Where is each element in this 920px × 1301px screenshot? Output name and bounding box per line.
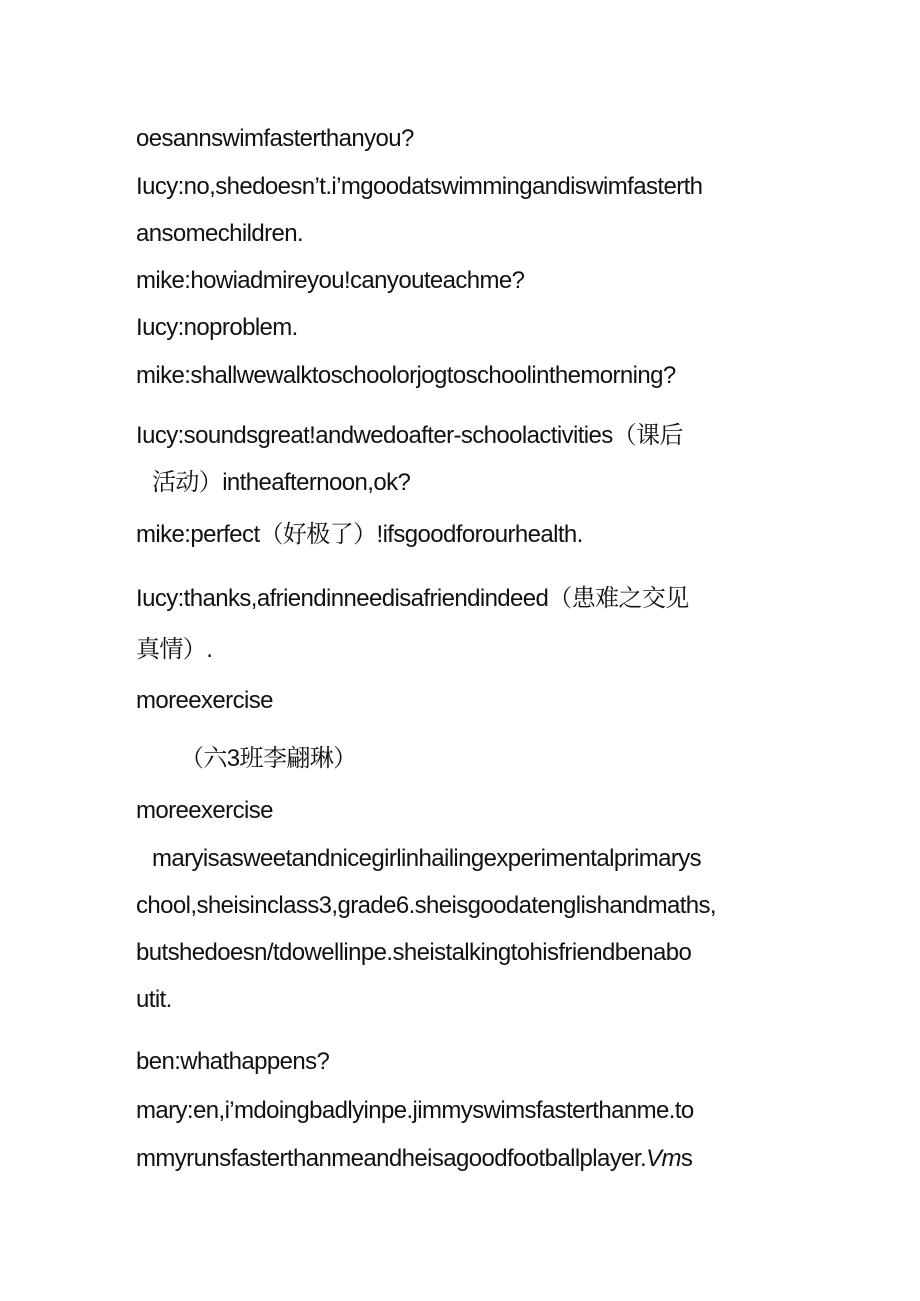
section-heading-1: moreexercise <box>136 687 273 714</box>
text-line-20: mary:en,i’mdoingbadlyinpe.jimmyswimsfasterthanme.to <box>136 1097 694 1124</box>
text-line-11: 真情）. <box>136 636 213 663</box>
text-line-18: utit. <box>136 986 172 1013</box>
text-line-21-tail: s <box>680 1145 693 1172</box>
section-heading-2: moreexercise <box>136 797 273 824</box>
text-line-15: maryisasweetandnicegirlinhailingexperimentalprimarys <box>152 845 702 872</box>
text-line-3: ansomechildren. <box>136 220 304 247</box>
text-line-19: ben:whathappens? <box>136 1048 330 1075</box>
text-line-21-main: mmyrunsfasterthanmeandheisagoodfootballplayer. <box>136 1145 647 1172</box>
text-line-10: Iucy:thanks,afriendinneedisafriendindeed（患难之交见 <box>136 585 689 612</box>
author-credit: （六3班李翩琳） <box>180 745 357 772</box>
text-line-21-italic: Vm <box>646 1145 681 1172</box>
text-line-9: mike:perfect（好极了）!ifsgoodforourhealth. <box>136 521 583 548</box>
text-line-4: mike:howiadmireyou!canyouteachme? <box>136 267 525 294</box>
text-line-5: Iucy:noproblem. <box>136 314 298 341</box>
text-line-17: butshedoesn/tdowellinpe.sheistalkingtohisfriendbenabo <box>136 939 692 966</box>
text-line-6: mike:shallwewalktoschoolorjogtoschoolinthemorning? <box>136 362 676 389</box>
text-line-21 <box>136 1144 692 1174</box>
text-line-7: Iucy:soundsgreat!andwedoafter-schoolactivities（课后 <box>136 422 683 449</box>
text-line-16: chool,sheisinclass3,grade6.sheisgoodatenglishandmaths, <box>136 892 716 919</box>
text-line-8: 活动）intheafternoon,ok? <box>152 469 411 496</box>
text-line-2: Iucy:no,shedoesn’t.i’mgoodatswimmingandiswimfasterth <box>136 173 703 200</box>
text-line-1: oesannswimfasterthanyou? <box>136 125 414 152</box>
